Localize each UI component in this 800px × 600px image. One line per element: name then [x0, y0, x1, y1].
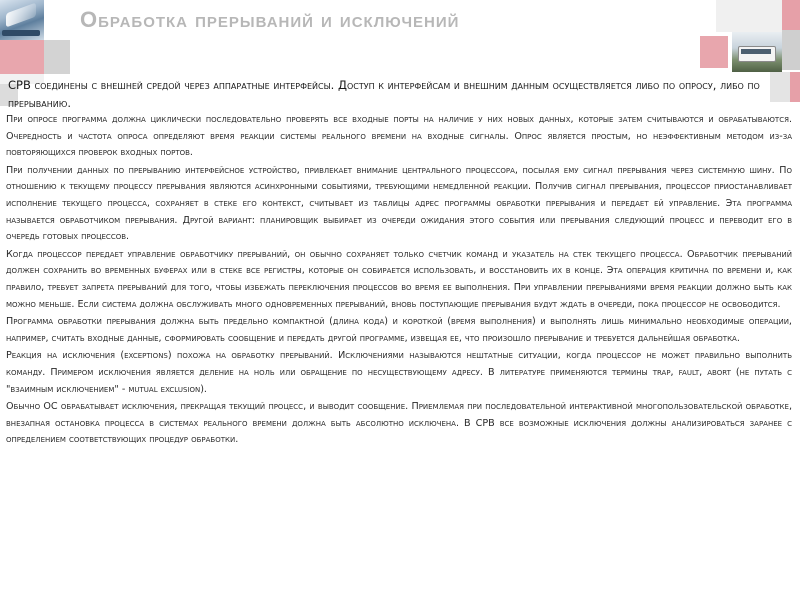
decor-square-pink	[790, 72, 800, 102]
decor-square-pink	[0, 40, 44, 74]
intro-paragraph: СРВ соединены с внешней средой через аппаратные интерфейсы. Доступ к интерфейсам и внешним данным осуществляется либо по опросу, либо по прерыванию.	[8, 78, 760, 110]
decor-square-grey	[782, 30, 800, 70]
corner-photo-left	[0, 0, 44, 40]
paragraph: Когда процессор передает управление обработчику прерываний, он обычно сохраняет только счетчик команд и указатель на стек текущего процесса. Обработчик прерываний должен сохранить во временных буферах или в стеке все регистры, которые он собирается использовать, и восстановить их в конце. Эта операция критична по времени и, как правило, требует запрета прерываний для того, чтобы избежать переключения процессов во время ее выполнения. При управлении прерываниями время реакции должно быть как можно меньше. Если система должна обслуживать много одновременных прерываний, вновь поступающие прерывания будут ждать в очереди, пока процессор не освободится.	[6, 248, 792, 310]
paragraph: При опросе программа должна циклически последовательно проверять все входные порты на наличие у них новых данных, которые затем считываются и обрабатываются. Очередность и частота опроса определяют время реакции системы реального времени на входные сигналы. Опрос является простым, но неэффективным методом из-за повторяющихся проверок входных портов.	[6, 114, 792, 159]
decor-square-grey	[716, 0, 782, 32]
decor-square-pink	[782, 0, 800, 30]
paragraph: При получении данных по прерыванию интерфейсное устройство, привлекает внимание центрального процессора, посылая ему сигнал прерывания через системную шину. По отношению к текущему процессу прерывания являются асинхронными событиями, требующими немедленной реакции. Получив сигнал прерывания, процессор приостанавливает исполнение текущего процесса, сохраняет в стеке его контекст, считывает из таблицы адрес программы обработки прерывания и передает ей управление. Эта программа называется обработчиком прерывания. Другой вариант: планировщик выбирает из очереди ожидания этого события или прерывания следующий процесс и переводит его в очередь готовых процессов.	[6, 164, 792, 243]
photo-highlight	[6, 3, 36, 28]
decor-square-pink	[700, 36, 728, 68]
photo-vehicle-windows	[741, 49, 771, 54]
page-title: Обработка прерываний и исключений	[80, 7, 460, 32]
decor-square-grey	[770, 72, 790, 102]
paragraph: Программа обработки прерывания должна быть предельно компактной (длина кода) и короткой (время выполнения) и выполнять лишь минимально необходимые операции, например, считать входные данные, сформировать сообщение и передать другой программе, извещая ее, что произошло прерывание и требуется дальнейшая обработка.	[6, 316, 792, 344]
corner-photo-right	[732, 32, 782, 72]
paragraph: Обычно ОС обрабатывает исключения, прекращая текущий процесс, и выводит сообщение. Приемлемая при последовательной интерактивной многопользовательской обработке, внезапная остановка процесса в системах реального времени должна быть абсолютно исключена. В СРВ все возможные исключения должны анализироваться заранее с определением соответствующих процедур обработки.	[6, 401, 792, 446]
paragraph: Реакция на исключения (exceptions) похожа на обработку прерываний. Исключениями называются нештатные ситуации, когда процессор не может правильно выполнить команду. Примером исключения является деление на ноль или обращение по несуществующему адресу. В литературе применяются термины trap, fault, abort (не путать с "взаимным исключением" - mutual exclusion).	[6, 350, 792, 395]
photo-base	[2, 30, 40, 36]
body-text	[6, 112, 792, 600]
decor-square-grey	[44, 40, 70, 74]
